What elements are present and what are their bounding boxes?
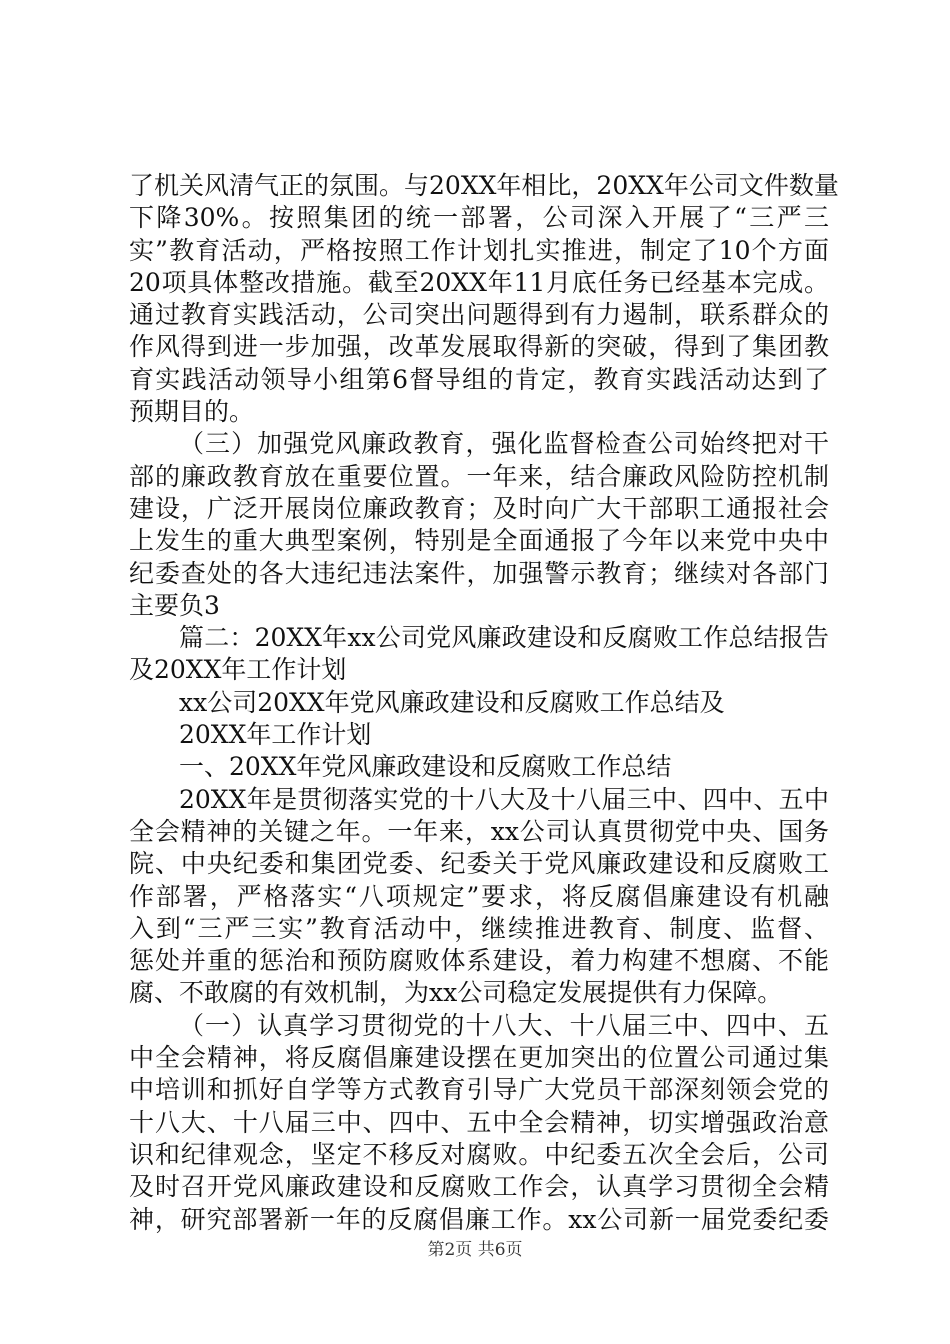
text-line: 20项具体整改措施。截至20XX年11月底任务已经基本完成。 <box>129 267 829 297</box>
document-body <box>129 170 839 1236</box>
text-line: 20XX年工作计划 <box>179 720 372 750</box>
text-line: 惩处并重的惩治和预防腐败体系建设，着力构建不想腐、不能 <box>129 946 829 976</box>
text-line: （一）认真学习贯彻党的十八大、十八届三中、四中、五 <box>179 1010 829 1040</box>
text-line: 作风得到进一步加强，改革发展取得新的突破，得到了集团教 <box>129 332 829 362</box>
text-line: 预期目的。 <box>129 397 255 427</box>
text-line: 识和纪律观念，坚定不移反对腐败。中纪委五次全会后，公司 <box>129 1139 829 1169</box>
text-line: 部的廉政教育放在重要位置。一年来，结合廉政风险防控机制 <box>129 461 829 491</box>
text-line: 实”教育活动，严格按照工作计划扎实推进，制定了10个方面 <box>129 235 829 265</box>
text-line: 20XX年是贯彻落实党的十八大及十八届三中、四中、五中 <box>179 784 829 814</box>
text-line: 了机关风清气正的氛围。与20XX年相比，20XX年公司文件数量 <box>129 171 839 200</box>
text-line: 育实践活动领导小组第6督导组的肯定，教育实践活动达到了 <box>129 364 829 394</box>
text-line: 主要负3 <box>129 590 220 620</box>
text-line: 全会精神的关键之年。一年来，xx公司认真贯彻党中央、国务 <box>129 816 829 846</box>
text-line: 建设，广泛开展岗位廉政教育；及时向广大干部职工通报社会 <box>129 493 829 523</box>
text-line: 下降30%。按照集团的统一部署，公司深入开展了“三严三 <box>129 203 829 233</box>
text-line: 作部署，严格落实“八项规定”要求，将反腐倡廉建设有机融 <box>129 881 829 911</box>
text-line: 院、中央纪委和集团党委、纪委关于党风廉政建设和反腐败工 <box>129 849 829 879</box>
page-footer: 第2页 共6页 <box>427 1240 523 1260</box>
text-line: 纪委查处的各大违纪违法案件，加强警示教育；继续对各部门 <box>129 558 829 588</box>
text-line: 上发生的重大典型案例，特别是全面通报了今年以来党中央中 <box>129 526 829 556</box>
text-line: 神，研究部署新一年的反腐倡廉工作。xx公司新一届党委纪委 <box>129 1204 829 1234</box>
text-line: 及20XX年工作计划 <box>129 655 347 685</box>
text-line: 十八大、十八届三中、四中、五中全会精神，切实增强政治意 <box>129 1107 829 1137</box>
text-line: 及时召开党风廉政建设和反腐败工作会，认真学习贯彻全会精 <box>129 1172 829 1202</box>
text-line: 入到“三严三实”教育活动中，继续推进教育、制度、监督、 <box>129 913 829 943</box>
text-line: 一、20XX年党风廉政建设和反腐败工作总结 <box>179 752 672 782</box>
text-line: （三）加强党风廉政教育，强化监督检查公司始终把对干 <box>179 429 829 459</box>
text-line: 通过教育实践活动，公司突出问题得到有力遏制，联系群众的 <box>129 300 829 330</box>
text-line: 腐、不敢腐的有效机制，为xx公司稳定发展提供有力保障。 <box>129 978 783 1008</box>
text-line: 中培训和抓好自学等方式教育引导广大党员干部深刻领会党的 <box>129 1075 829 1105</box>
text-line: xx公司20XX年党风廉政建设和反腐败工作总结及 <box>179 687 725 717</box>
text-line: 篇二：20XX年xx公司党风廉政建设和反腐败工作总结报告 <box>179 623 829 653</box>
text-line: 中全会精神，将反腐倡廉建设摆在更加突出的位置公司通过集 <box>129 1043 829 1073</box>
